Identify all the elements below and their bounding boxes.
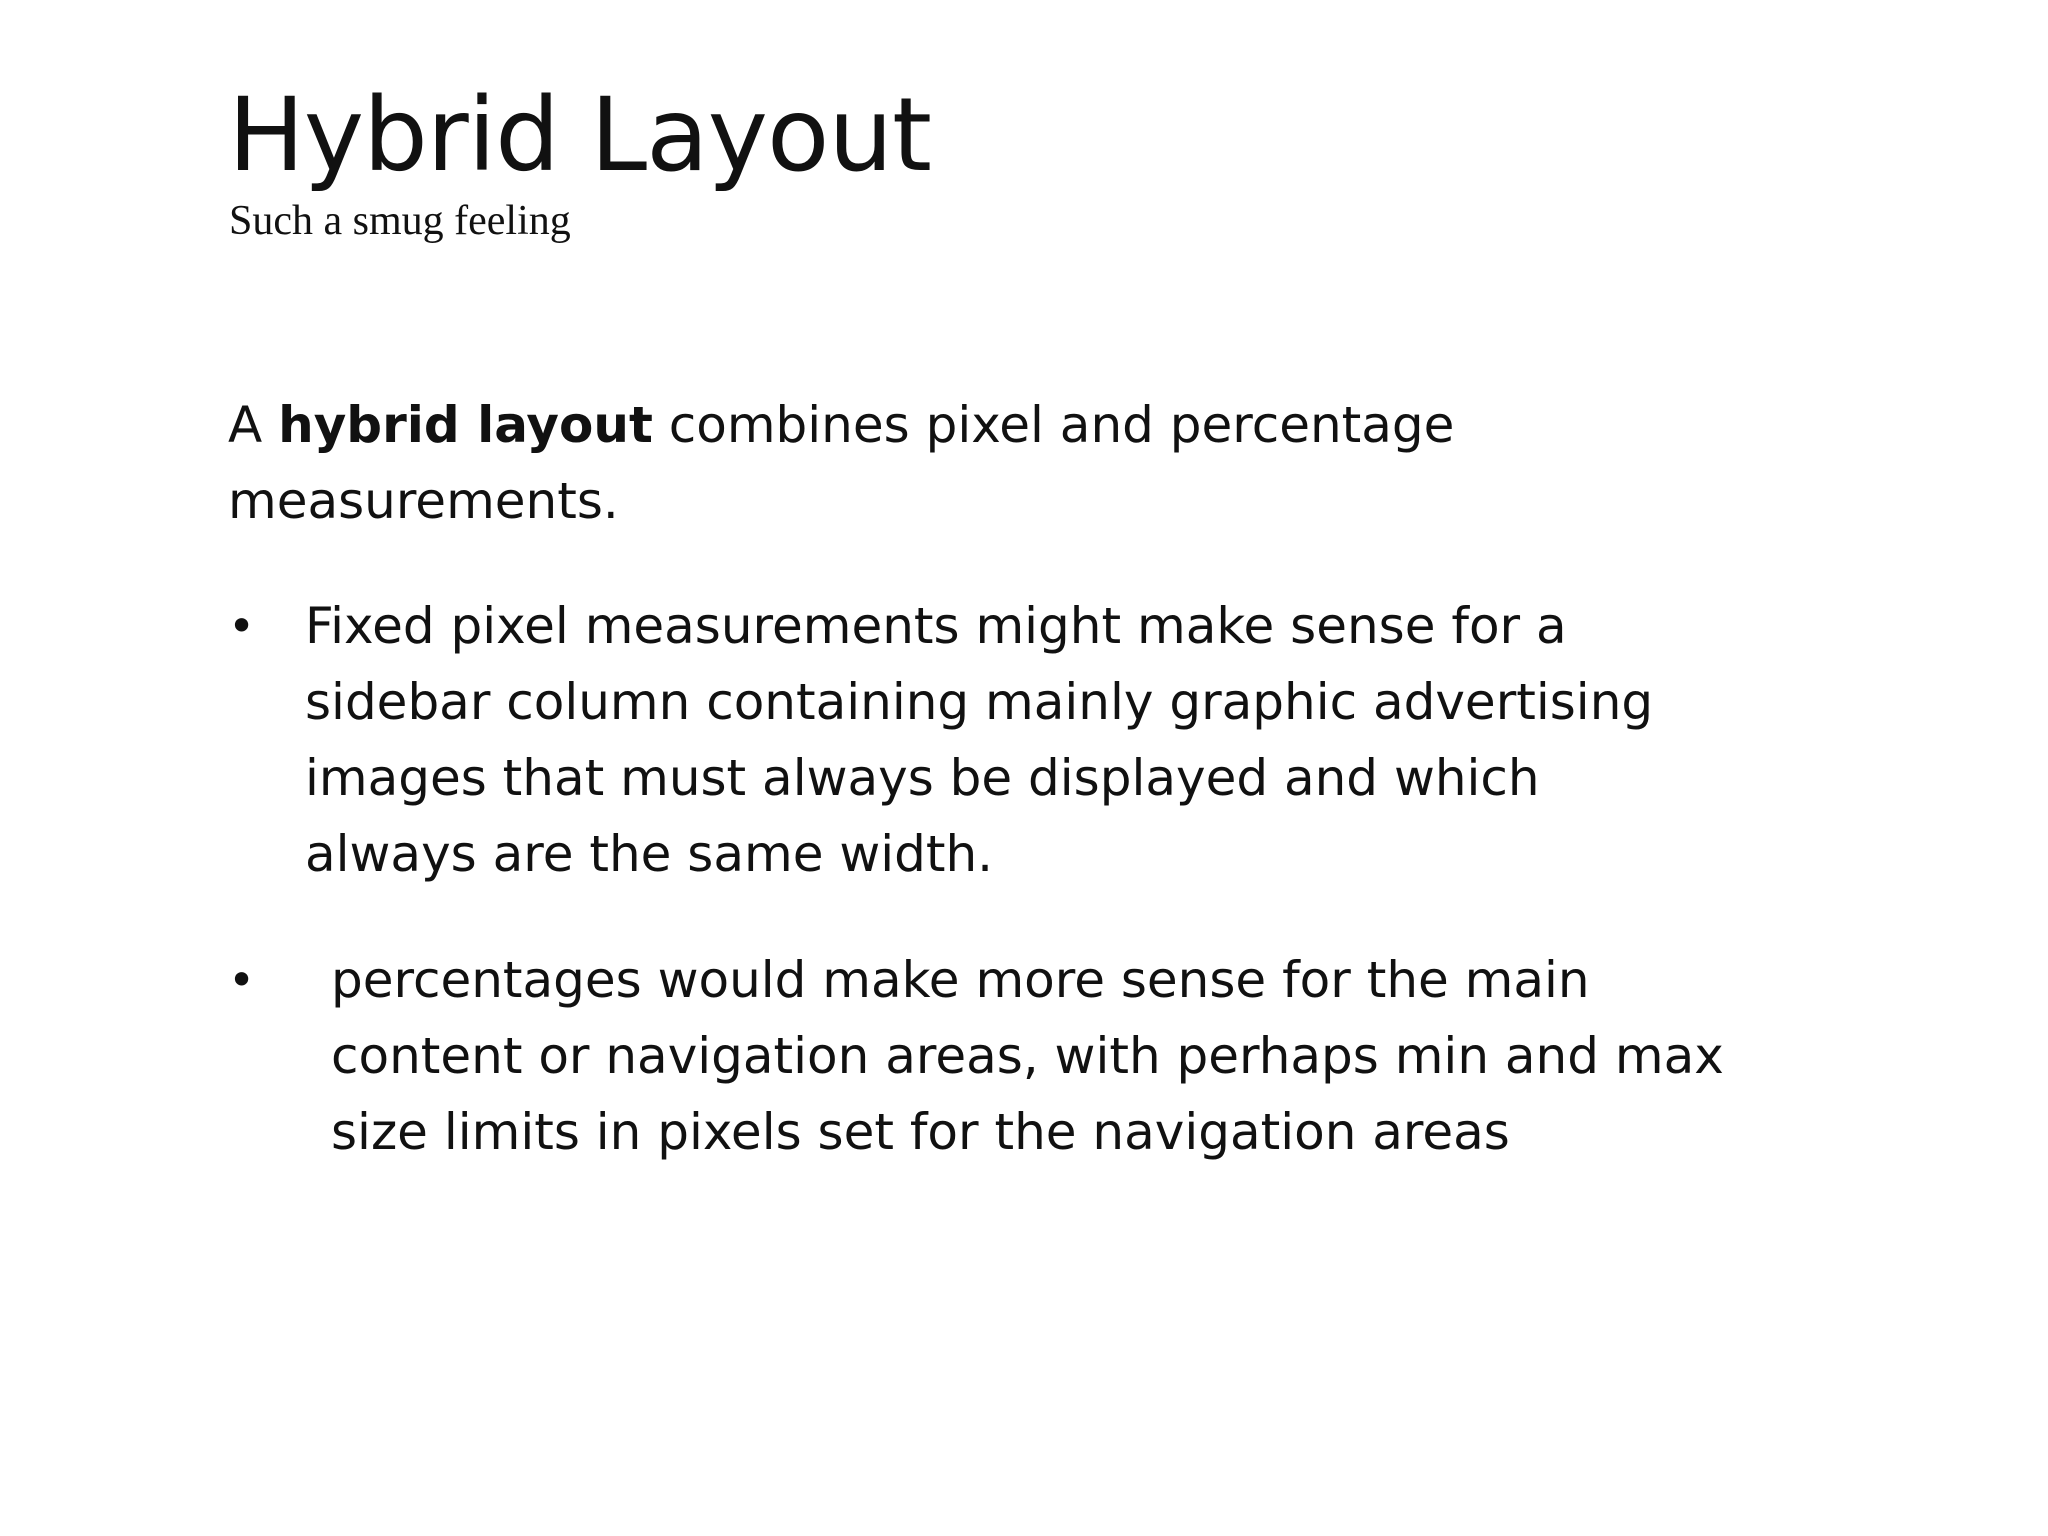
intro-paragraph <box>228 387 1578 539</box>
intro-suffix: combines pixel and percentage measurements. <box>228 396 1455 530</box>
bullet-text: Fixed pixel measurements might make sense for a sidebar column containing mainly graphic advertising images that must always be displayed and which always are the same width. <box>305 597 1654 883</box>
intro-prefix: A <box>228 396 279 454</box>
slide-title: Hybrid Layout <box>228 76 931 195</box>
bullet-text: percentages would make more sense for the main content or navigation areas, with perhaps min and max size limits in pixels set for the navigation areas <box>331 951 1724 1161</box>
intro-term: hybrid layout <box>278 396 653 454</box>
bullet-item-percentages <box>228 942 1731 1170</box>
bullet-icon: • <box>228 953 256 1007</box>
bullet-icon: • <box>228 599 256 653</box>
bullet-list <box>228 588 1728 1220</box>
bullet-item-fixed-pixel <box>228 588 1685 892</box>
slide-subtitle: Such a smug feeling <box>229 198 571 244</box>
